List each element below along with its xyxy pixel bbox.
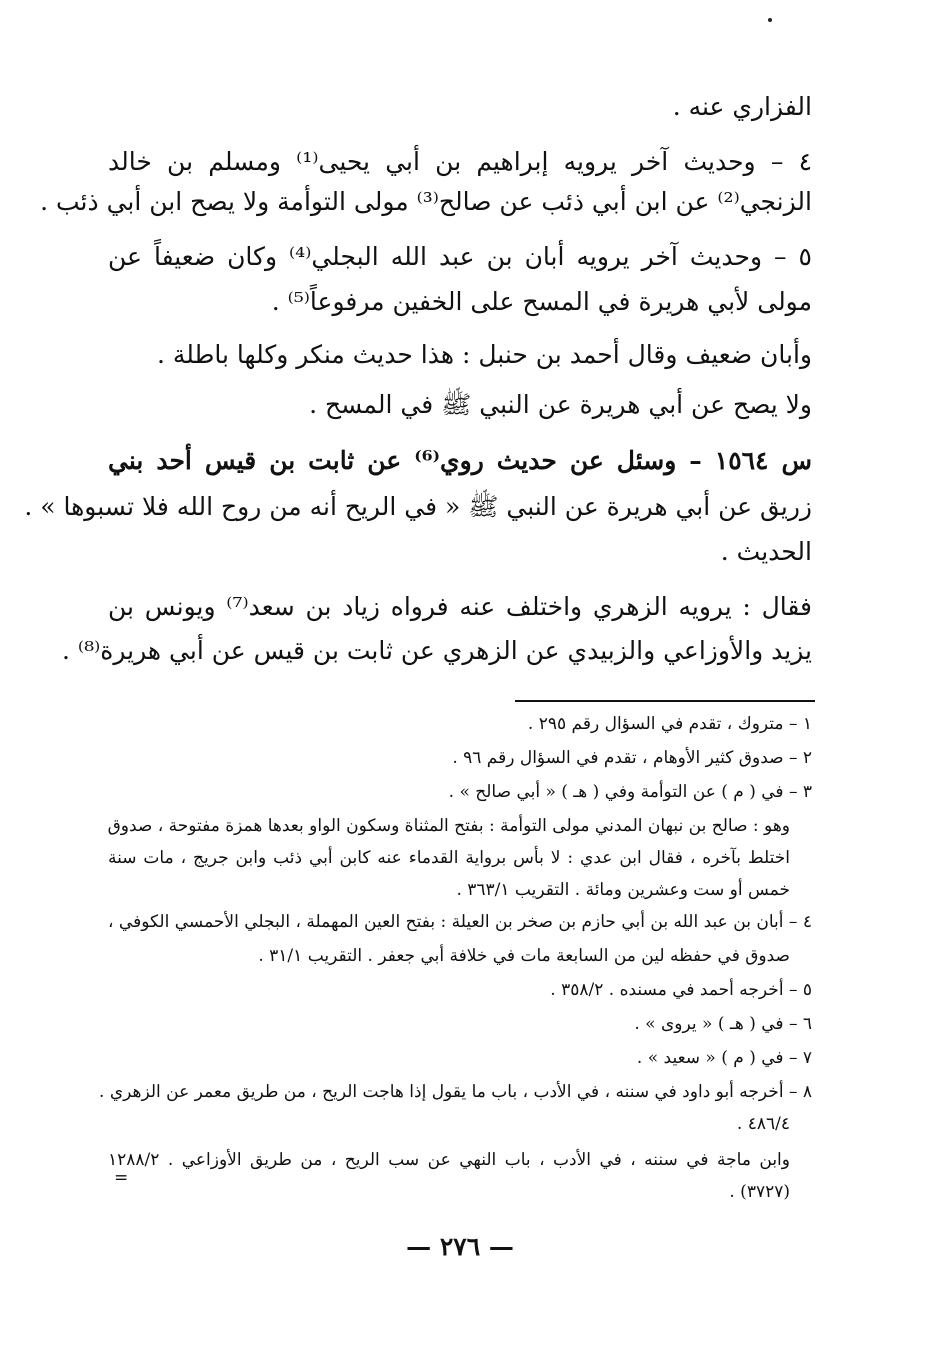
footnote-line: ٣ – في ( م ) عن التوأمة وفي ( هـ ) « أبي صالح » . [448, 782, 812, 802]
footnote-line: اختلط بآخره ، فقال ابن عدي : لا بأس برواية القدماء عنه كابن أبي ذئب وابن جريج ، مات سنة [108, 848, 790, 868]
question-line: س ١٥٦٤ – وسئل عن حديث روي⁽⁶⁾ عن ثابت بن قيس أحد بني [108, 446, 812, 475]
footnote-line: ١ – متروك ، تقدم في السؤال رقم ٢٩٥ . [527, 714, 812, 734]
page-number: — ٢٧٦ — [406, 1232, 514, 1261]
body-line: الفزاري عنه . [672, 92, 812, 121]
footnote-line: ٥ – أخرجه أحمد في مسنده . ٣٥٨/٢ . [550, 980, 812, 1000]
footnote-line: ٦ – في ( هـ ) « يروى » . [634, 1014, 812, 1034]
body-line: ٥ – وحديث آخر يرويه أبان بن عبد الله البجلي⁽⁴⁾ وكان ضعيفاً عن [108, 242, 812, 271]
body-line: الحديث . [720, 537, 812, 566]
footnote-line: (٣٧٢٧) . [729, 1182, 790, 1202]
footnote-line: ٤٨٦/٤ . [736, 1114, 790, 1134]
footnote-line: ٨ – أخرجه أبو داود في سننه ، في الأدب ، باب ما يقول إذا هاجت الريح ، من طريق معمر عن الزهري . [99, 1082, 812, 1102]
body-line: الزنجي⁽²⁾ عن ابن أبي ذئب عن صالح⁽³⁾ مولى التوأمة ولا يصح ابن أبي ذئب . [40, 187, 812, 216]
body-line: وأبان ضعيف وقال أحمد بن حنبل : هذا حديث منكر وكلها باطلة . [156, 340, 812, 369]
footnote-line: وهو : صالح بن نبهان المدني مولى التوأمة : بفتح المثناة وسكون الواو بعدها همزة مفتوحة ، صدوق [107, 816, 790, 836]
footnote-line: ٢ – صدوق كثير الأوهام ، تقدم في السؤال رقم ٩٦ . [452, 748, 812, 768]
body-line: مولى لأبي هريرة في المسح على الخفين مرفوعاً⁽⁵⁾ . [271, 287, 812, 316]
body-line: فقال : يرويه الزهري واختلف عنه فرواه زياد بن سعد⁽⁷⁾ ويونس بن [108, 592, 812, 621]
footnote-line: وابن ماجة في سننه ، في الأدب ، باب النهي عن سب الريح ، من طريق الأوزاعي . ١٢٨٨/٢ [108, 1150, 790, 1170]
body-line: ولا يصح عن أبي هريرة عن النبي ﷺ في المسح . [309, 390, 812, 419]
body-line: زريق عن أبي هريرة عن النبي ﷺ « في الريح أنه من روح الله فلا تسبوها » . [24, 492, 812, 521]
footnote-line: صدوق في حفظه لين من السابعة مات في خلافة أبي جعفر . التقريب ٣١/١ . [258, 946, 790, 966]
footnote-line: ٤ – أبان بن عبد الله بن أبي حازم بن صخر بن العيلة : بفتح العين المهملة ، البجلي الأحمسي الكوفي ، [108, 912, 812, 932]
footnote-line: خمس أو ست وعشرين ومائة . التقريب ٣٦٣/١ . [456, 880, 790, 900]
body-line: يزيد والأوزاعي والزبيدي عن الزهري عن ثابت بن قيس عن أبي هريرة⁽⁸⁾ . [62, 636, 812, 665]
footnote-separator [515, 700, 815, 702]
continuation-mark: = [114, 1168, 129, 1188]
body-line: ٤ – وحديث آخر يرويه إبراهيم بن أبي يحيى⁽¹⁾ ومسلم بن خالد [108, 147, 812, 176]
footnote-line: ٧ – في ( م ) « سعيد » . [636, 1048, 812, 1068]
page-mark-dot [768, 18, 772, 22]
